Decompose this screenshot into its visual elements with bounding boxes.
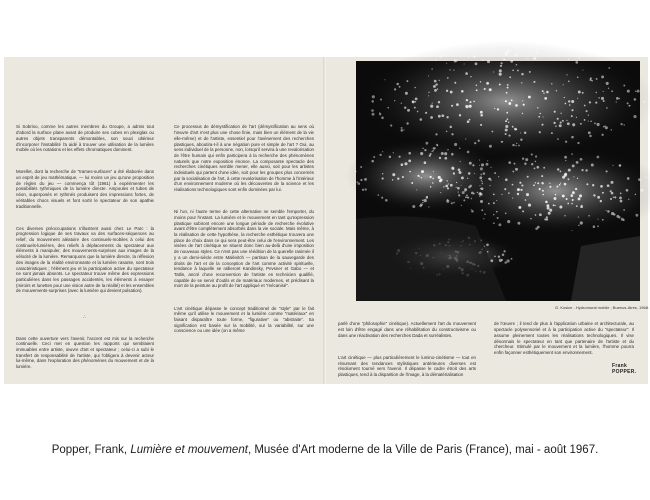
paragraph: Ni l'un, ni l'autre terme de cette alternative ne semble l'emporter, du moins pour l'instant. La lumière et le mouvement en tant qu'expression plastique subiront encore une longue période de recherche évolutive avant d'être complètement absorbés dans la vie sociale. Mais même, à la réalisation de cette hypothèse, la recherche esthétique trouvera une place de choix dans ce qui sera peut-être celui de l'environnement. Les visées de l'art cinétique se situent donc bien au-delà d'une imposition de nouveaux styles. Ce n'est pas une réédition de la querelle ranimée il y a un demi-siècle entre Malévitch — partisan de la sauvegarde des droits de l'art et de la conception de l'art comme activité spirituelle, tendance à laquelle se rallieront Kandinsky, Pevsner et Gabo — et Tatlin, ancré d'une reconversion de l'artiste en technicien qualifié, capable de se servir d'outils et de matériaux modernes, et prédisant la mort de la peinture au profit de l'art appliqué et "mécanisé". [174,209,316,289]
figure-caption [0,444,650,456]
paragraph: L'art cinétique — plus particulièrement le lumino-cinétisme — tout en résumant des tendances stylistiques antérieures diverses est résolument tourné vers l'avenir. Il dépasse le cadre étroit des arts plastiques, tend à la disparition de l'image, à la dématérialisation [338,354,478,378]
paragraph: parlé d'une "philosophie" cinétique). Actuellement l'art du mouvement est loin d'être engagé dans une réhabilitation du constructivisme ou dans une réactivation des recherches Dada et surréalistes. [338,321,478,338]
left-page [4,57,325,384]
caption-author: Popper, Frank, [51,444,131,456]
section-separator: ∴ [83,313,87,319]
paragraph: L'art cinétique dépasse le concept traditionnel de "style" par le fait même qu'il utilise le mouvement et la lumière comme "matériaux" en faisant disparaître toute forme, "figurative" ou "abstraite". Sa signification est basée sur la mobilité, sur la variabilité, sur une conscience ou une idée (on a même [174,305,316,334]
caption-title: Lumière et mouvement [130,444,248,456]
left-page-column-2 [174,113,314,381]
author-signature: Frank POPPER. [612,363,637,375]
paragraph: Si Sobrino, comme les autres membres du Groupe, a admis tout d'abord la surface plane avant de produire ses cubes en plexiglas ou autres objets transparents démontables, son souci ultérieur d'incorporer l'instabilité l'a aidé à trouver une utilisation de la lumière mobile où les notations et les effets chromatiques dominent. [16,124,156,153]
right-page [326,57,648,384]
caption-details: , Musée d'Art moderne de la Ville de Paris (France), mai - août 1967. [247,444,599,456]
paragraph: de l'œuvre ; il tend de plus à l'application urbaine et architecturale, au spectacle polysensoriel et à la participation active du "spectateur". Il assume pleinement toutes les réalisations technologiques. Il vise désormais le spectateur en tant que partenaire de l'artiste et du chercheur. Stimulé par le mouvement et la lumière, l'homme pourra enfin façonner esthétiquement son environnement. [494,321,636,355]
left-page-column-1 [16,113,154,381]
right-page-column-2 [494,310,634,362]
paragraph: Ce processus de démystification de l'art (démystification au sens où l'œuvre d'art n'est plus une chose finie, mais bien un élément de la vie elle-même) et de l'artiste, essentiel pour l'avènement des recherches plastiques, aboutira-t-il à une négation pure et simple de l'art ? Oui, au sens individuel de la personne, non, lorsqu'il servira à une revalorisation de l'être humain qui enfin participera à la recherche des phénomènes naturels que notre exposition énonce. La composante spectacle des recherches cinétiques semble mener, elle aussi, soit pour les artistes individuels qui partent d'une idée, soit pour les groupes plus concernés par la socialisation de l'art, à cette revalorisation de l'homme à l'intérieur d'un environnement moderne où les découvertes de la science et les réalisations technologiques sont enfin dominées par lui. [174,124,316,193]
kinetic-sculpture-photo [356,61,640,301]
paragraph: Ces diverses préoccupations s'illustrent aussi chez Le Parc : la progression logique de ses travaux va des surfaces-séquences au relief, du mouvement aléatoire des continuels-mobiles à celui des continuels-lumières, des reliefs à déplacements du spectateur aux éléments à manipuler, des mouvements-surprises aux images de la vélocité de la lumière. Remarquons que la lumière directe, la réflexion des images de la réalité environnante et la lumière rasante, sont trois caractéristiques ; l'élément jeu et la participation active du spectateur ne sont jamais absents. Le spectateur trouve même des expressions particulières dans les passages accidentés, les éléments à essayer (miroirs et lunettes pour une vision autre de la réalité) et les ensembles de mouvements-surprises (avec la lumière qui devient pulsation). [16,225,156,294]
book-spread [4,57,648,384]
paragraph: Dans cette ouverture vers l'avenir, l'accent est mis sur la recherche continuelle. Ceci met en question les rapports qui semblaient immuables entre artiste, œuvre d'art et spectateur ; celui-ci a subi le transfert de responsabilité de l'artiste, qui l'obligera à devenir acteur lui-même, dans l'exploration des phénomènes du mouvement et de la lumière. [16,335,156,370]
paragraph: Morellet, dont la recherche de "trames-surfaces" a été élaborée dans un esprit de jeu mathématique, — lui moins un jeu qu'une proposition de règles du jeu — commença tôt (1961) à expérimenter les possibilités rythmiques de la lumière directe. Ampoules et tubes de néon, superposés et rythmés produisent des impressions fortes, de véritables chocs visuels et font sortir le spectateur de son apathie traditionnelle. [16,169,156,209]
right-page-column-1 [338,310,476,378]
photo-credit: G. Kosice - Hydromural mobile ; Buenos-Aires, 1968. [555,305,650,310]
